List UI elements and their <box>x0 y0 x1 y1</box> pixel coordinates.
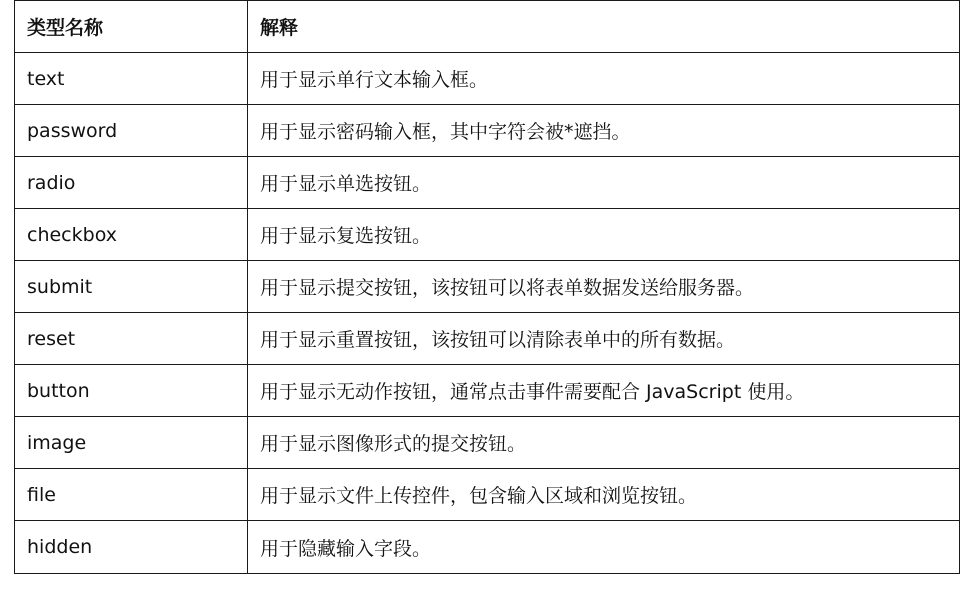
table-row <box>15 469 960 521</box>
table-row <box>15 105 960 157</box>
type-name-cell: radio <box>15 157 248 209</box>
explanation-cell: 用于显示图像形式的提交按钮。 <box>248 417 960 469</box>
input-types-table <box>14 0 960 574</box>
explanation-cell: 用于隐藏输入字段。 <box>248 521 960 574</box>
explanation-cell: 用于显示文件上传控件，包含输入区域和浏览按钮。 <box>248 469 960 521</box>
table-row <box>15 521 960 574</box>
type-name-cell: password <box>15 105 248 157</box>
header-explanation: 解释 <box>248 1 960 53</box>
type-name-cell: file <box>15 469 248 521</box>
explanation-cell: 用于显示重置按钮，该按钮可以清除表单中的所有数据。 <box>248 313 960 365</box>
explanation-cell: 用于显示密码输入框，其中字符会被*遮挡。 <box>248 105 960 157</box>
type-name-cell: button <box>15 365 248 417</box>
table-header <box>15 1 960 53</box>
type-name-cell: checkbox <box>15 209 248 261</box>
table-row <box>15 417 960 469</box>
type-name-cell: text <box>15 53 248 105</box>
header-row <box>15 1 960 53</box>
table-row <box>15 313 960 365</box>
table-row <box>15 261 960 313</box>
type-name-cell: reset <box>15 313 248 365</box>
type-name-cell: hidden <box>15 521 248 574</box>
type-name-cell: submit <box>15 261 248 313</box>
type-name-cell: image <box>15 417 248 469</box>
explanation-cell: 用于显示单行文本输入框。 <box>248 53 960 105</box>
header-type-name: 类型名称 <box>15 1 248 53</box>
table-row <box>15 157 960 209</box>
table-row <box>15 365 960 417</box>
explanation-cell: 用于显示单选按钮。 <box>248 157 960 209</box>
table-body <box>15 53 960 574</box>
table-row <box>15 53 960 105</box>
explanation-cell: 用于显示无动作按钮，通常点击事件需要配合 JavaScript 使用。 <box>248 365 960 417</box>
explanation-cell: 用于显示提交按钮，该按钮可以将表单数据发送给服务器。 <box>248 261 960 313</box>
table-row <box>15 209 960 261</box>
explanation-cell: 用于显示复选按钮。 <box>248 209 960 261</box>
